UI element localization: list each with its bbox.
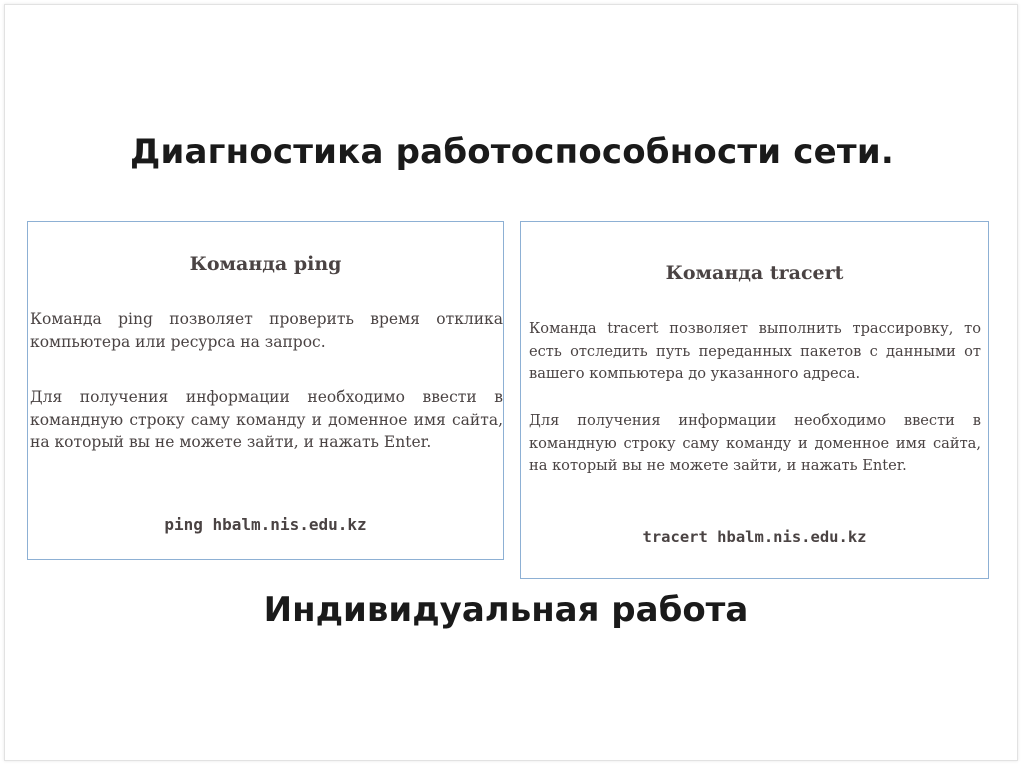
ping-info-box — [27, 221, 504, 560]
tracert-box-heading: Команда tracert — [665, 262, 844, 284]
tracert-info-box — [520, 221, 989, 579]
tracert-instructions: Для получения информации необходимо ввести в командную строку саму команду и доменное имя сайта, на который вы не можете зайти, и нажать Enter. — [529, 412, 981, 474]
slide-title: Диагностика работоспособности сети. — [130, 132, 894, 172]
ping-box-heading: Команда ping — [189, 253, 342, 275]
slide-subtitle: Индивидуальная работа — [263, 590, 749, 630]
ping-description: Команда ping позволяет проверить время отклика компьютера или ресурса на запрос. — [30, 310, 503, 351]
tracert-command-example: tracert hbalm.nis.edu.kz — [642, 528, 867, 546]
ping-command-example: ping hbalm.nis.edu.kz — [164, 515, 367, 534]
ping-instructions: Для получения информации необходимо ввести в командную строку саму команду и доменное имя сайта, на который вы не можете зайти, и нажать Enter. — [30, 388, 503, 451]
tracert-description: Команда tracert позволяет выполнить трассировку, то есть отследить путь переданных пакетов с данными от вашего компьютера до указанного адреса. — [529, 320, 981, 382]
